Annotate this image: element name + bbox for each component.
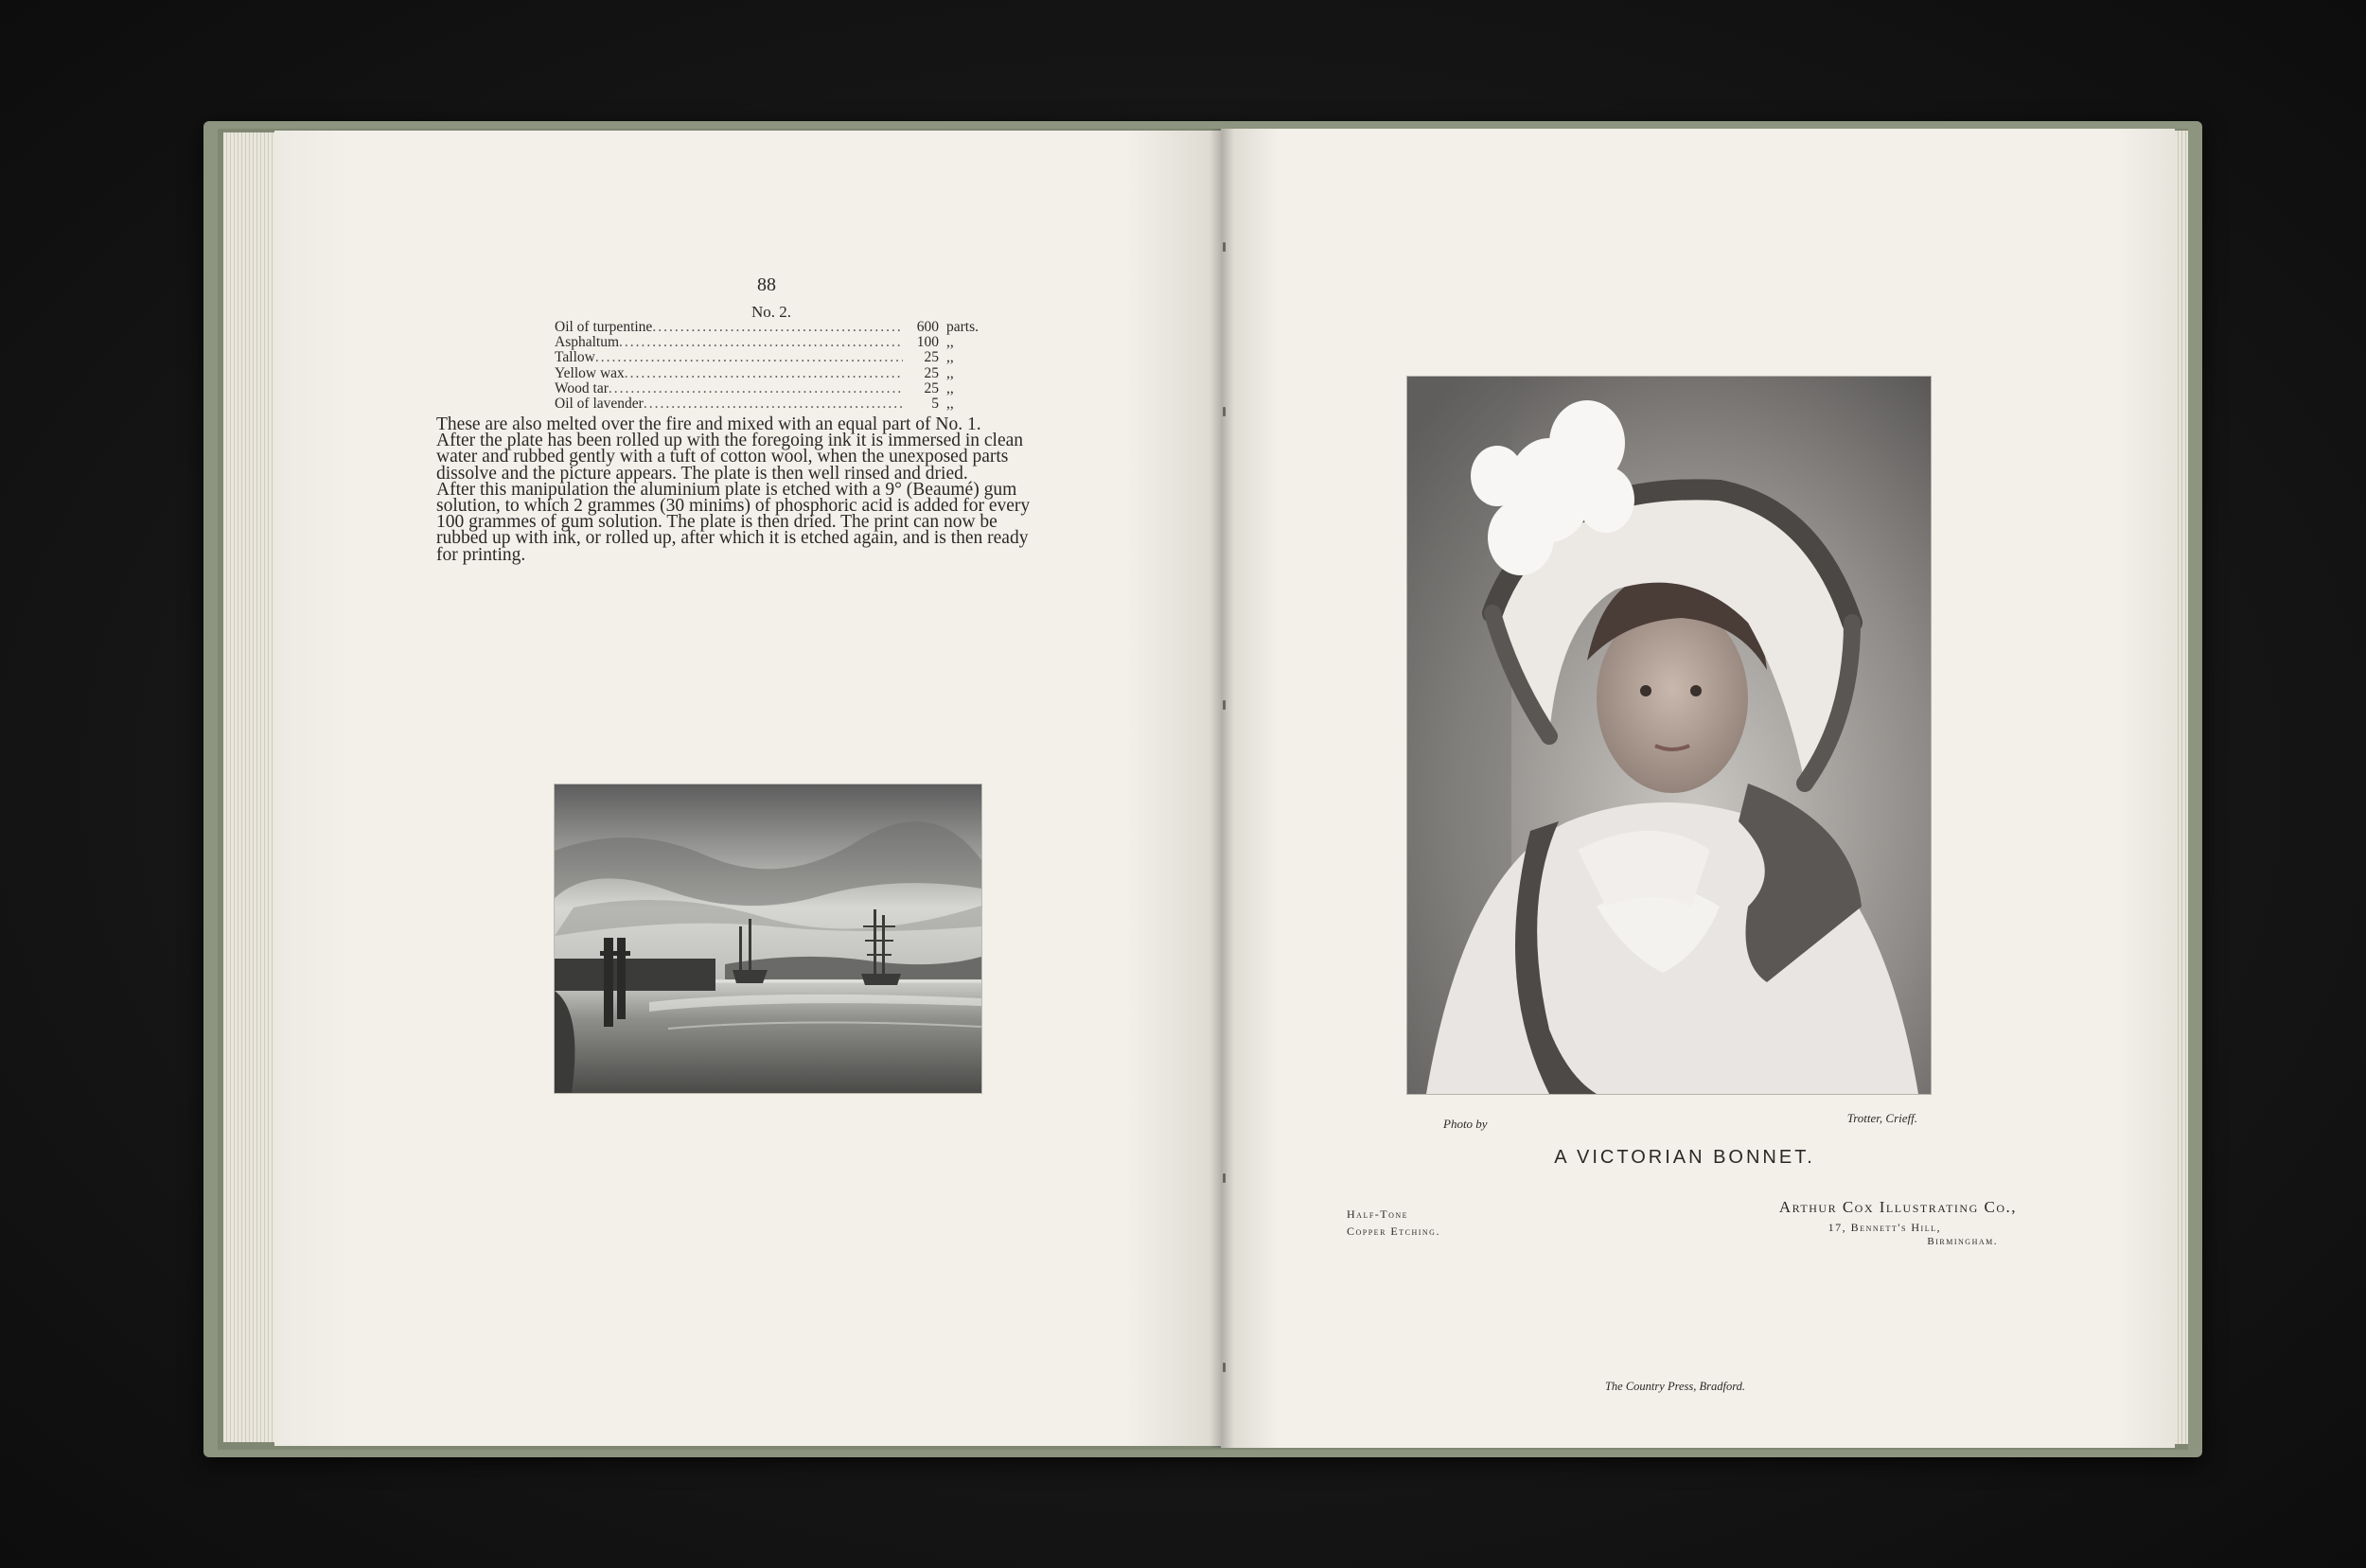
process-line: Copper Etching. — [1347, 1224, 1440, 1238]
victorian-bonnet-portrait — [1407, 377, 1931, 1094]
ingredient-quantity: 25 — [924, 349, 939, 366]
page-number: 88 — [757, 274, 776, 295]
body-line: After this manipulation the aluminium plate is etched with a 9° (Beaumé) gum — [436, 479, 1017, 500]
ingredient-quantity: 100 — [916, 334, 939, 351]
body-line: water and rubbed gently with a tuft of cotton wool, when the unexposed parts — [436, 447, 1009, 467]
ingredient-unit: ,, — [946, 379, 954, 396]
binding-stitch — [1223, 407, 1226, 416]
ingredient-name: Oil of turpentine — [555, 319, 653, 335]
binding-stitch — [1223, 700, 1226, 710]
leader-dots — [644, 396, 903, 412]
recipe-row — [555, 320, 990, 335]
book-gutter — [1209, 129, 1234, 1448]
recipe-row — [555, 396, 990, 412]
ingredient-unit: ,, — [946, 364, 954, 381]
ingredient-name: Yellow wax — [555, 364, 625, 381]
leader-dots — [625, 366, 903, 381]
body-line: rubbed up with ink, or rolled up, after which it is etched again, and is then ready — [436, 528, 1029, 549]
recipe-row — [555, 381, 990, 396]
harbor-photograph — [555, 784, 981, 1093]
body-paragraph — [436, 416, 1099, 563]
ingredient-unit: ,, — [946, 396, 954, 413]
binding-stitch — [1223, 1363, 1226, 1372]
ingredient-quantity: 600 — [916, 319, 939, 335]
engraver-city: Birmingham. — [1927, 1236, 1998, 1247]
photo-credit-label: Photo by — [1443, 1117, 1488, 1131]
engraver-address: 17, Bennett's Hill, — [1827, 1221, 1941, 1234]
ingredient-name: Wood tar — [555, 379, 609, 396]
leader-dots — [652, 320, 903, 335]
ingredient-name: Tallow — [555, 349, 595, 366]
ingredient-unit: ,, — [946, 349, 954, 366]
ingredient-name: Asphaltum — [555, 334, 620, 351]
body-line: dissolve and the picture appears. The plate is then well rinsed and dried. — [436, 463, 968, 484]
body-line: After the plate has been rolled up with the foregoing ink it is immersed in clean — [436, 431, 1024, 451]
ingredient-quantity: 5 — [931, 396, 939, 413]
body-line: These are also melted over the fire and mixed with an equal part of No. 1. — [436, 414, 981, 434]
engraver-firm-name: Arthur Cox Illustrating Co., — [1778, 1198, 2017, 1216]
leader-dots — [619, 335, 903, 350]
body-line: 100 grammes of gum solution. The plate is then dried. The print can now be — [436, 512, 998, 533]
recipe-title: No. 2. — [750, 303, 792, 321]
leader-dots — [609, 381, 903, 396]
recipe-row — [555, 366, 990, 381]
page-edges-left — [223, 132, 280, 1442]
process-line: Half-Tone — [1347, 1207, 1409, 1221]
binding-stitch — [1223, 242, 1226, 252]
ingredient-name: Oil of lavender — [555, 396, 644, 413]
body-line: solution, to which 2 grammes (30 minims) of phosphoric acid is added for every — [436, 496, 1031, 517]
photo-credit-name: Trotter, Crieff. — [1846, 1111, 1917, 1125]
ingredient-quantity: 25 — [924, 379, 939, 396]
body-line: for printing. — [436, 544, 526, 565]
plate-caption: A VICTORIAN BONNET. — [1554, 1147, 1815, 1168]
ingredient-quantity: 25 — [924, 364, 939, 381]
recipe-row — [555, 350, 990, 365]
binding-stitch — [1223, 1173, 1226, 1183]
ingredient-unit: parts. — [946, 319, 980, 335]
recipe-row — [555, 335, 990, 350]
leader-dots — [595, 350, 903, 365]
recipe-table — [555, 320, 990, 412]
ingredient-unit: ,, — [946, 334, 954, 351]
printer-imprint: The Country Press, Bradford. — [1604, 1380, 1746, 1393]
